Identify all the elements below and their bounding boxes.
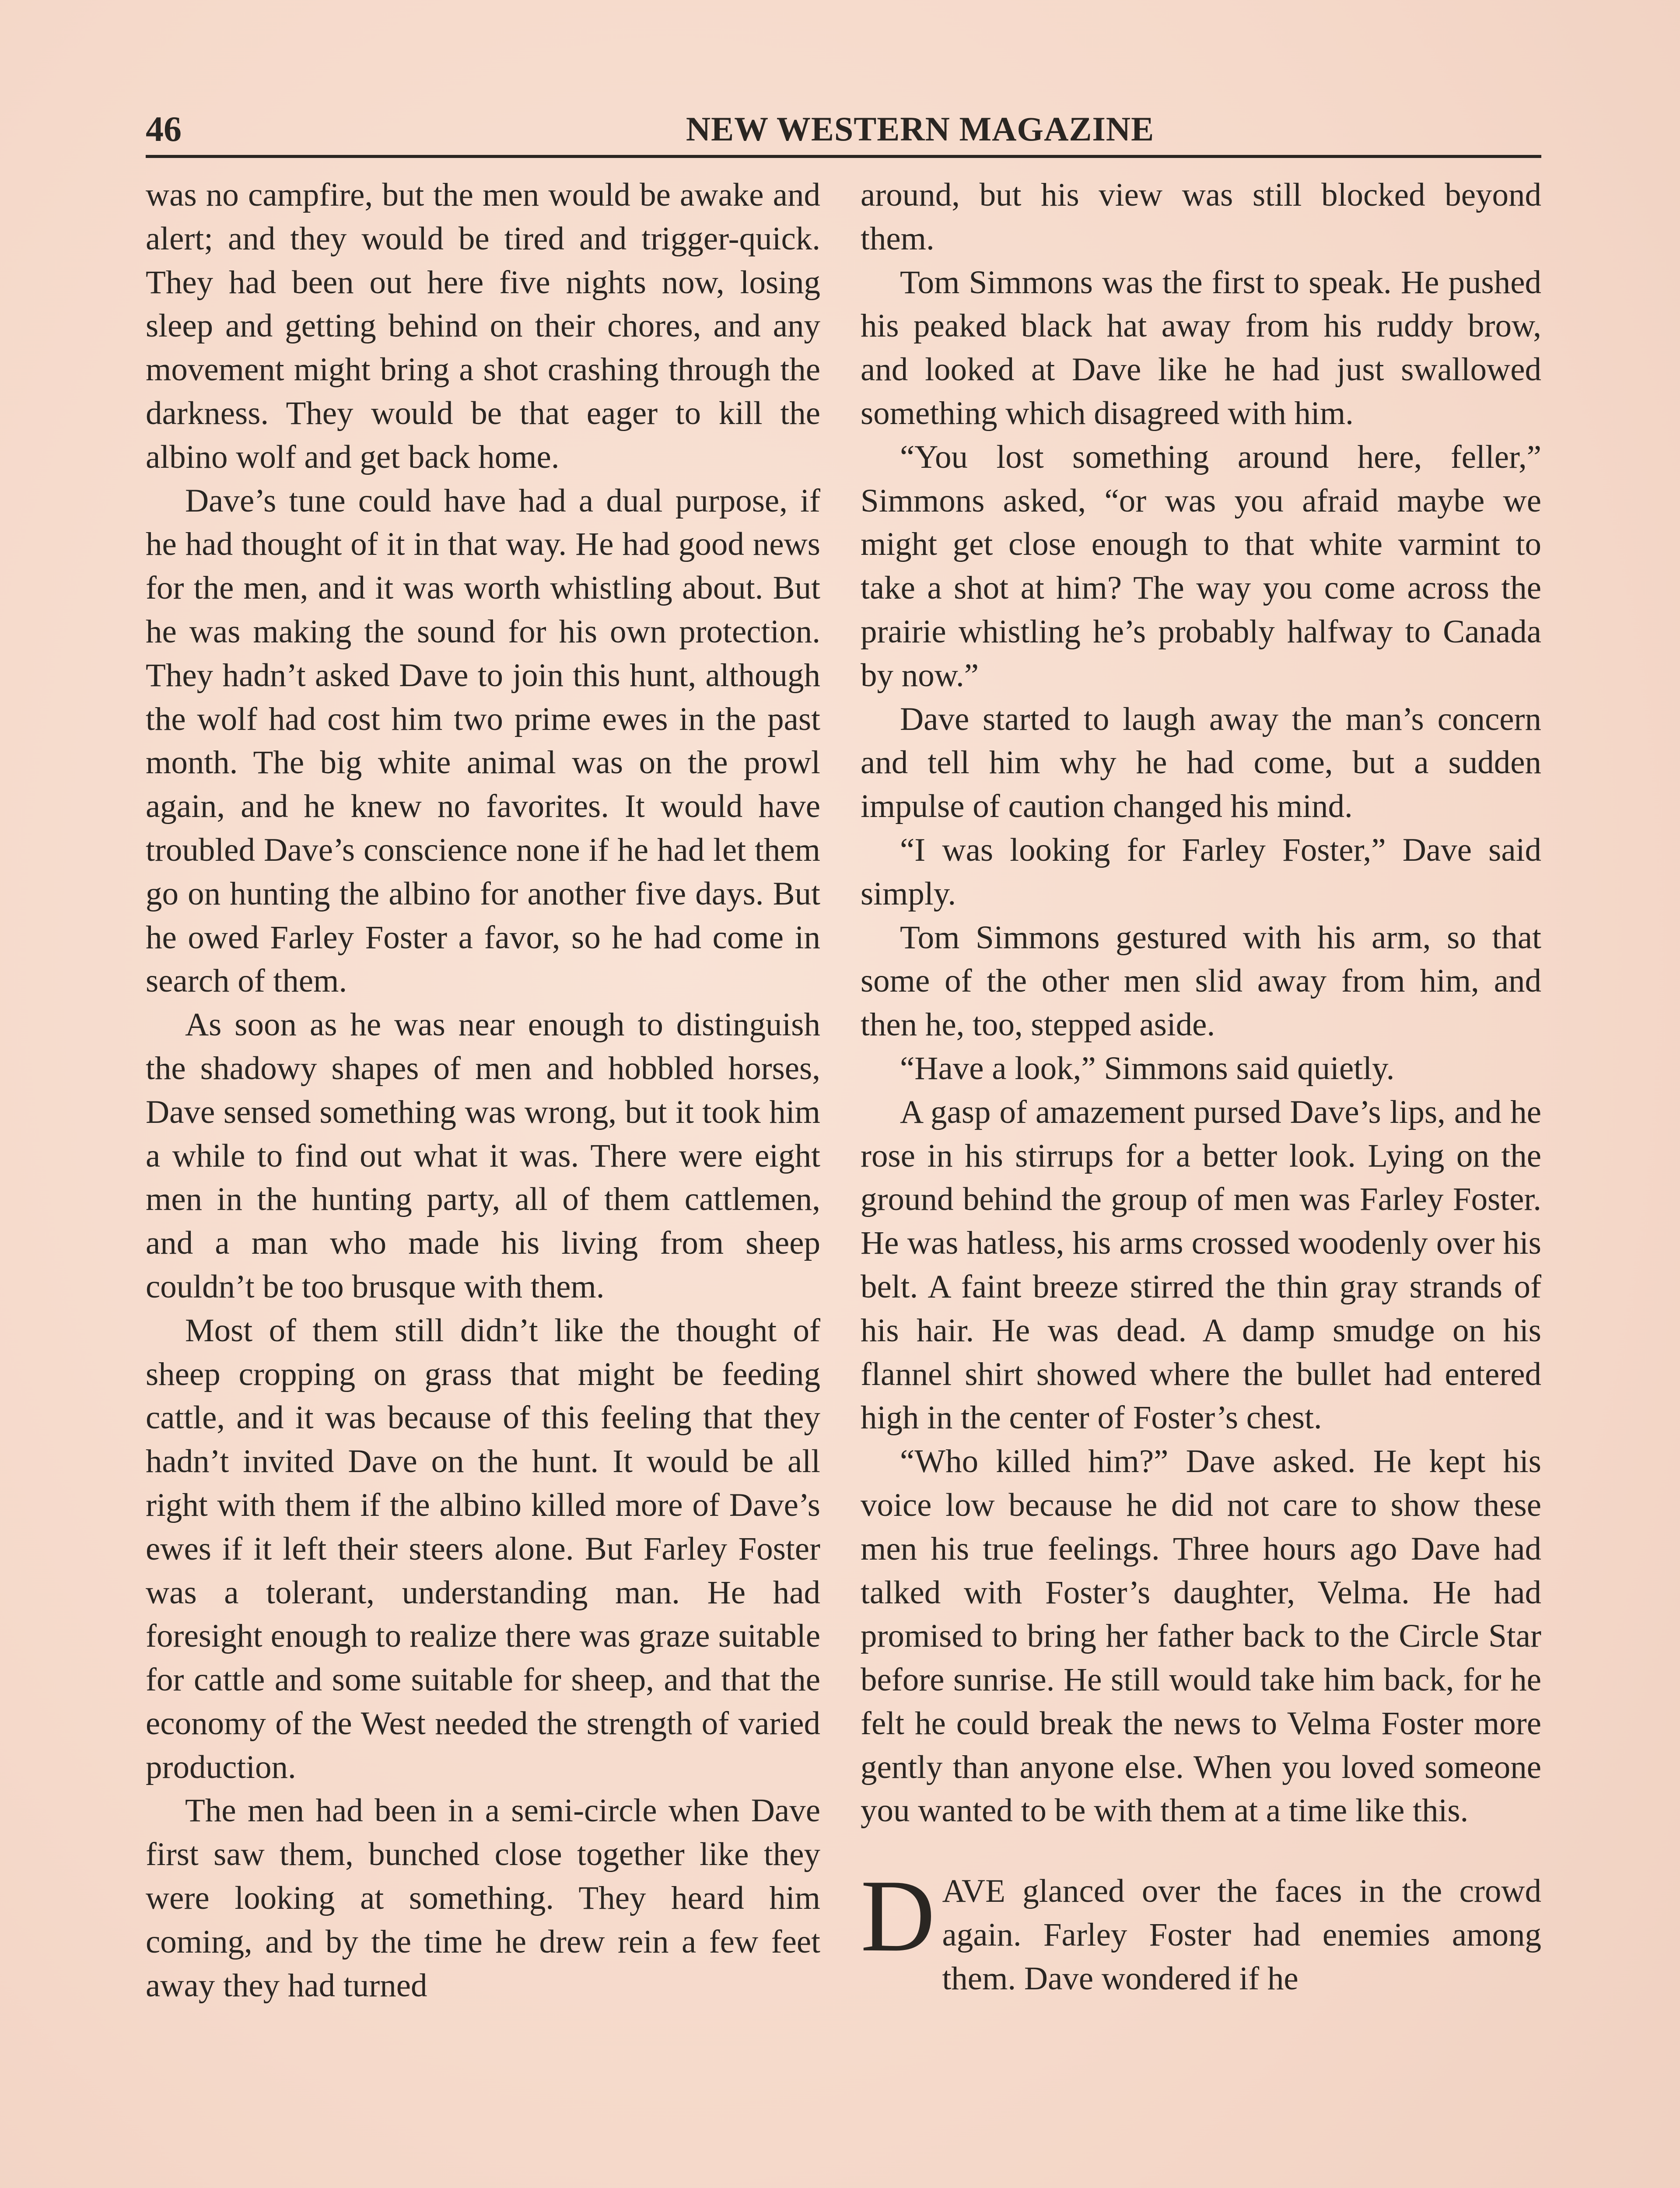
paragraph: The men had been in a semi-circle when Dave first saw them, bunched close together like they were looking at something. They heard him coming, and by the time he drew rein a few feet away they had turned [146, 1792, 820, 2004]
paragraph: Dave’s tune could have had a dual purpose, if he had thought of it in that way. He had good news for the men, and it was worth whistling about. But he was making the sound for his own protection. They hadn’t asked Dave to join this hunt, although the wolf had cost him two prime ewes in the past month. The big white animal was on the prowl again, and he knew no favorites. It would have troubled Dave’s conscience none if he had let them go on hunting the albino for another five days. But he owed Farley Foster a favor, so he had come in search of them. [146, 482, 820, 999]
paragraph: As soon as he was near enough to distinguish the shadowy shapes of men and hobbled horses, Dave sensed something was wrong, but it took him a while to find out what it was. There were eight men in the hunting party, all of them cattlemen, and a man who made his living from sheep couldn’t be too brusque with them. [146, 1006, 820, 1305]
drop-cap: D [861, 1859, 935, 1974]
header-rule [146, 155, 1541, 158]
paragraph: “I was looking for Farley Foster,” Dave said simply. [861, 831, 1541, 912]
small-caps-lead: AVE [942, 1873, 1005, 1910]
paragraph: “Who killed him?” Dave asked. He kept his voice low because he did not care to show these men his true feelings. Three hours ago Dave had talked with Foster’s daughter, Velma. He had promised to bring her father back to the Circle Star before sunrise. He still would take him back, for he felt he could break the news to Velma Foster more gently than anyone else. When you loved someone you wanted to be with them at a time like this. [861, 1443, 1541, 1829]
section-opening-paragraph [861, 1859, 1541, 2000]
left-column [146, 173, 820, 2188]
paragraph: Tom Simmons was the first to speak. He pushed his peaked black hat away from his ruddy brow, and looked at Dave like he had just swallowed something which disagreed with him. [861, 264, 1541, 431]
paragraph: Dave started to laugh away the man’s concern and tell him why he had come, but a sudden impulse of caution changed his mind. [861, 701, 1541, 825]
magazine-title: NEW WESTERN MAGAZINE [686, 110, 1155, 148]
right-column [861, 173, 1541, 2188]
paragraph: “Have a look,” Simmons said quietly. [900, 1050, 1395, 1087]
paragraph: was no campfire, but the men would be awake and alert; and they would be tired and trigger-quick. They had been out here five nights now, losing sleep and getting behind on their chores, and any movement might bring a shot crashing through the darkness. They would be that eager to kill the albino wolf and get back home. [146, 177, 820, 475]
paragraph-text: glanced over the faces in the crowd again. Farley Foster had enemies among them. Dave wondered if he [942, 1873, 1541, 1997]
paragraph: “You lost something around here, feller,” Simmons asked, “or was you afraid maybe we might get close enough to that white varmint to take a shot at him? The way you come across the prairie whistling he’s probably halfway to Canada by now.” [861, 438, 1541, 694]
page-number: 46 [146, 109, 182, 149]
paragraph: Most of them still didn’t like the thought of sheep cropping on grass that might be feeding cattle, and it was because of this feeling that they hadn’t invited Dave on the hunt. It would be all right with them if the albino killed more of Dave’s ewes if it left their steers alone. But Farley Foster was a tolerant, understanding man. He had foresight enough to realize there was graze suitable for cattle and some suitable for sheep, and that the economy of the West needed the strength of varied production. [146, 1312, 820, 1785]
paragraph: around, but his view was still blocked beyond them. [861, 177, 1541, 257]
paragraph: Tom Simmons gestured with his arm, so that some of the other men slid away from him, and then he, too, stepped aside. [861, 919, 1541, 1043]
paragraph: A gasp of amazement pursed Dave’s lips, and he rose in his stirrups for a better look. Lying on the ground behind the group of men was Farley Foster. He was hatless, his arms crossed woodenly over his belt. A faint breeze stirred the thin gray strands of his hair. He was dead. A damp smudge on his flannel shirt showed where the bullet had entered high in the center of Foster’s chest. [861, 1094, 1541, 1436]
page-header [146, 105, 1541, 153]
